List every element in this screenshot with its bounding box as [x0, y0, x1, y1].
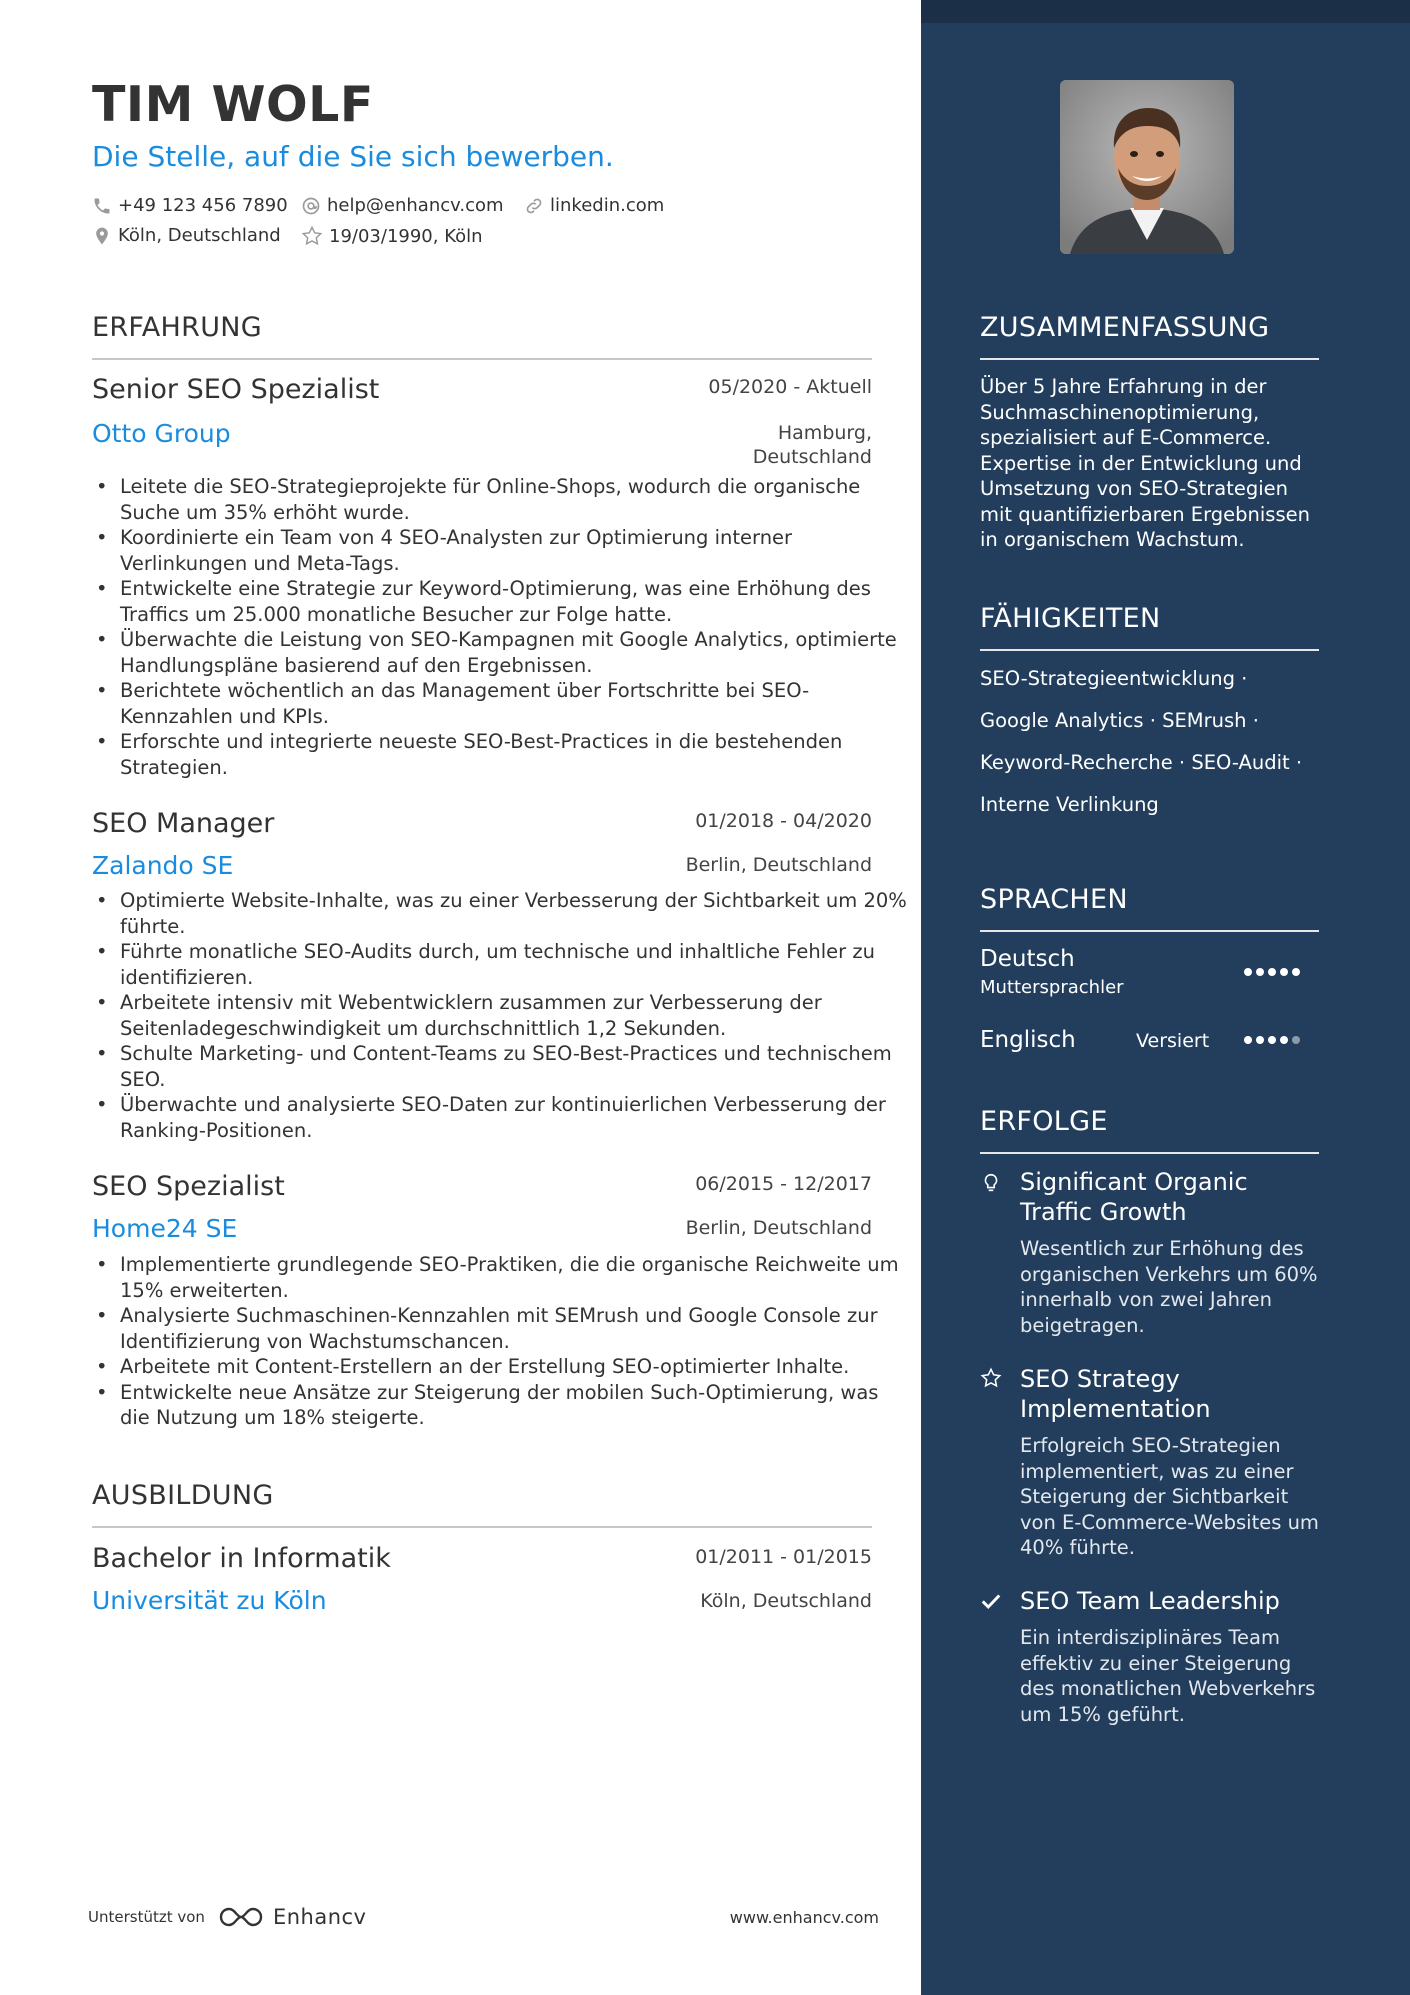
- phone-text: +49 123 456 7890: [118, 195, 288, 216]
- phone-icon: [92, 196, 112, 216]
- job-target-subtitle: Die Stelle, auf die Sie sich bewerben.: [92, 140, 614, 173]
- linkedin-text: linkedin.com: [550, 195, 665, 216]
- star-icon: [980, 1367, 1002, 1389]
- skills-row: Keyword-Recherche · SEO-Audit ·: [980, 751, 1303, 774]
- job-location: [753, 421, 872, 469]
- rating-dot: [1280, 1036, 1288, 1044]
- list-item: • Entwickelte neue Ansätze zur Steigerung der mobilen Such-Optimierung, was die Nutzung um 18% steigerte.: [120, 1380, 910, 1431]
- rating-dot: [1268, 968, 1276, 976]
- job-date: 01/2018 - 04/2020: [695, 810, 872, 832]
- experience-divider: [92, 358, 872, 360]
- list-item: • Koordinierte ein Team von 4 SEO-Analysten zur Optimierung interner Verlinkungen und Meta-Tags.: [120, 525, 910, 576]
- language-level: Versiert: [1136, 1030, 1210, 1052]
- checkmark-icon: [980, 1590, 1002, 1612]
- job-location: Berlin, Deutschland: [685, 854, 872, 876]
- list-item: • Erforschte und integrierte neueste SEO-Best-Practices in die bestehenden Strategien.: [120, 729, 910, 780]
- contact-phone: [92, 195, 288, 216]
- contact-birth: [301, 225, 483, 247]
- list-item: • Arbeitete mit Content-Erstellern an der Erstellung SEO-optimierter Inhalte.: [120, 1354, 910, 1380]
- language-rating: [1244, 968, 1300, 976]
- contact-location: [92, 225, 281, 246]
- achievement-title: SEO Strategy Implementation: [1020, 1365, 1211, 1423]
- contact-email[interactable]: [301, 195, 504, 216]
- skills-divider: [980, 649, 1319, 651]
- summary-divider: [980, 358, 1319, 360]
- skills-row: SEO-Strategieentwicklung ·: [980, 667, 1248, 690]
- job-title: SEO Manager: [92, 808, 275, 839]
- summary-text: Über 5 Jahre Erfahrung in der Suchmaschinenoptimierung, spezialisiert auf E-Commerce. Expertise in der Entwicklung und Umsetzung von SEO-Strategien mit quantifizierbaren Ergebnissen in organischem Wachstum.: [980, 375, 1310, 551]
- link-icon: [524, 196, 544, 216]
- language-rating: [1244, 1036, 1300, 1044]
- achievement-description: Erfolgreich SEO-Strategien implementiert, was zu einer Steigerung der Sichtbarkeit von E-Commerce-Websites um 40% führte.: [1020, 1434, 1319, 1559]
- achievement-description: Wesentlich zur Erhöhung des organischen Verkehrs um 60% innerhalb von zwei Jahren beigetragen.: [1020, 1237, 1318, 1337]
- experience-heading: ERFAHRUNG: [92, 312, 262, 343]
- skills-row: Interne Verlinkung: [980, 793, 1159, 816]
- achievement-description: Ein interdisziplinäres Team effektiv zu einer Steigerung des monatlichen Webverkehrs um 15% geführt.: [1020, 1626, 1316, 1726]
- job-location-line: Hamburg,: [777, 422, 872, 444]
- list-item: • Optimierte Website-Inhalte, was zu einer Verbesserung der Sichtbarkeit um 20% führte.: [120, 888, 910, 939]
- skills-row: Google Analytics · SEMrush ·: [980, 709, 1259, 732]
- rating-dot: [1244, 1036, 1252, 1044]
- education-date: 01/2011 - 01/2015: [695, 1546, 872, 1568]
- location-text: Köln, Deutschland: [118, 225, 281, 246]
- list-item: • Führte monatliche SEO-Audits durch, um technische und inhaltliche Fehler zu identifizieren.: [120, 939, 910, 990]
- enhancv-logo-icon: [217, 1904, 265, 1930]
- job-company: Home24 SE: [92, 1214, 238, 1243]
- star-icon: [301, 225, 323, 247]
- job-company: Zalando SE: [92, 851, 234, 880]
- rating-dot: [1268, 1036, 1276, 1044]
- job-date: 05/2020 - Aktuell: [708, 376, 872, 398]
- education-divider: [92, 1526, 872, 1528]
- job-bullets: [92, 888, 910, 1143]
- list-item: • Leitete die SEO-Strategieprojekte für Online-Shops, wodurch die organische Suche um 35% erhöht wurde.: [120, 474, 910, 525]
- footer-url[interactable]: www.enhancv.com: [729, 1908, 879, 1927]
- degree-title: Bachelor in Informatik: [92, 1543, 391, 1574]
- languages-heading: SPRACHEN: [980, 884, 1128, 915]
- language-name: Deutsch: [980, 946, 1075, 972]
- job-bullets: [92, 1252, 910, 1431]
- sidebar-top-bar: [921, 0, 1410, 23]
- list-item: • Analysierte Suchmaschinen-Kennzahlen mit SEMrush und Google Console zur Identifizierung von Wachstumschancen.: [120, 1303, 910, 1354]
- list-item: • Schulte Marketing- und Content-Teams zu SEO-Best-Practices und technischem SEO.: [120, 1041, 910, 1092]
- job-company: Otto Group: [92, 419, 231, 448]
- job-location: Berlin, Deutschland: [685, 1217, 872, 1239]
- rating-dot: [1244, 968, 1252, 976]
- rating-dot: [1280, 968, 1288, 976]
- achievement-title: Significant Organic Traffic Growth: [1020, 1168, 1248, 1226]
- powered-by-text: Unterstützt von: [88, 1908, 205, 1926]
- achievements-heading: ERFOLGE: [980, 1106, 1108, 1137]
- job-date: 06/2015 - 12/2017: [695, 1173, 872, 1195]
- list-item: • Berichtete wöchentlich an das Management über Fortschritte bei SEO-Kennzahlen und KPIs.: [120, 678, 910, 729]
- contact-linkedin[interactable]: [524, 195, 664, 216]
- rating-dot: [1292, 968, 1300, 976]
- language-name: Englisch: [980, 1027, 1076, 1053]
- portrait-image: [1060, 80, 1234, 254]
- birth-text: 19/03/1990, Köln: [329, 225, 483, 247]
- job-title: Senior SEO Spezialist: [92, 374, 380, 405]
- list-item: • Implementierte grundlegende SEO-Praktiken, die die organische Reichweite um 15% erweiterten.: [120, 1252, 910, 1303]
- list-item: • Arbeitete intensiv mit Webentwicklern zusammen zur Verbesserung der Seitenladegeschwindigkeit um durchschnittlich 1,2 Sekunden.: [120, 990, 910, 1041]
- skills-heading: FÄHIGKEITEN: [980, 603, 1161, 634]
- education-heading: AUSBILDUNG: [92, 1480, 274, 1511]
- list-item: • Überwachte und analysierte SEO-Daten zur kontinuierlichen Verbesserung der Ranking-Positionen.: [120, 1092, 910, 1143]
- achievement-title: SEO Team Leadership: [1020, 1587, 1280, 1615]
- job-title: SEO Spezialist: [92, 1171, 285, 1202]
- education-location: Köln, Deutschland: [700, 1590, 872, 1612]
- school-name: Universität zu Köln: [92, 1586, 327, 1615]
- achievements-divider: [980, 1152, 1319, 1154]
- language-level: Muttersprachler: [980, 977, 1124, 998]
- rating-dot: [1256, 968, 1264, 976]
- candidate-name: TIM WOLF: [92, 76, 374, 133]
- list-item: • Überwachte die Leistung von SEO-Kampagnen mit Google Analytics, optimierte Handlungspläne basierend auf den Ergebnissen.: [120, 627, 910, 678]
- summary-heading: ZUSAMMENFASSUNG: [980, 312, 1270, 343]
- list-item: • Entwickelte eine Strategie zur Keyword-Optimierung, was eine Erhöhung des Traffics um 25.000 monatliche Besucher zur Folge hatte.: [120, 576, 910, 627]
- footer-powered-by: [88, 1904, 366, 1930]
- job-location-line: Deutschland: [752, 446, 872, 468]
- lightbulb-icon: [980, 1172, 1002, 1194]
- languages-divider: [980, 930, 1319, 932]
- profile-photo: [1060, 80, 1234, 254]
- rating-dot: [1256, 1036, 1264, 1044]
- job-bullets: [92, 474, 910, 780]
- location-pin-icon: [92, 226, 112, 246]
- enhancv-brand-text: Enhancv: [272, 1905, 367, 1929]
- rating-dot: [1292, 1036, 1300, 1044]
- at-icon: [301, 196, 321, 216]
- email-text: help@enhancv.com: [327, 195, 504, 216]
